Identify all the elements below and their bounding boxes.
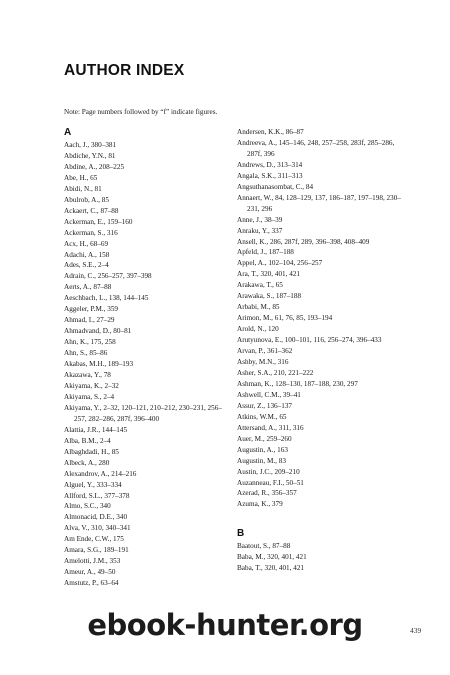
- index-entry: Aach, J., 380–381: [64, 141, 117, 149]
- index-entry: Andreeva, A., 145–146, 248, 257–258, 283f, 285–286, 287f, 396: [237, 138, 395, 158]
- index-entry: Albeck, A., 280: [64, 458, 110, 467]
- index-entry: Ahn, S., 85–86: [64, 349, 108, 358]
- index-entry: Ashby, M.N., 316: [237, 358, 289, 367]
- index-entry: Ackaert, C., 87–88: [64, 206, 119, 215]
- index-entry: Ades, S.E., 2–4: [64, 261, 109, 270]
- index-entry: Arawaka, S., 187–188: [237, 292, 302, 301]
- index-entry: Aggeler, P.M., 359: [64, 305, 119, 314]
- index-entry: Albaghdadi, H., 85: [64, 447, 119, 456]
- index-entry: Augustin, M., 83: [237, 456, 286, 465]
- index-entry: Azerad, R., 356–357: [237, 489, 297, 498]
- index-entry: Akabas, M.H., 189–193: [64, 360, 134, 369]
- index-entry: Almonacid, D.E., 340: [64, 513, 128, 522]
- index-entry: Abe, H., 65: [64, 173, 98, 182]
- index-entry: Acx, H., 68–69: [64, 239, 109, 248]
- index-entry: Arbabi, M., 85: [237, 303, 280, 312]
- index-entry: Abdiche, Y.N., 81: [64, 151, 116, 160]
- index-entry: Adachi, A., 158: [64, 250, 110, 259]
- index-entry: Akiyama, Y., 2–32, 120–121, 210–212, 230–231, 256–257, 282–286, 287f, 396–400: [64, 403, 222, 423]
- index-entry: Allford, S.L., 377–378: [64, 491, 130, 500]
- index-entry: Am Ende, C.W., 175: [64, 535, 124, 544]
- index-entry: Alguel, Y., 333–334: [64, 480, 122, 489]
- index-entry: Alexandrov, A., 214–216: [64, 469, 137, 478]
- entry-list-b: [237, 541, 403, 574]
- page-number: 439: [410, 626, 422, 635]
- index-entry: Adrain, C., 256–257, 397–398: [64, 272, 152, 281]
- watermark-logo: ebook-hunter.org: [87, 608, 363, 642]
- section-letter-a: A: [64, 127, 72, 138]
- index-entry: Asher, S.A., 210, 221–222: [237, 368, 314, 377]
- index-entry: Angsuthanasombat, C., 84: [237, 182, 314, 191]
- entry-list-right: [237, 127, 403, 510]
- index-entry: Azuma, K., 379: [237, 500, 283, 509]
- index-entry: Austin, J.C., 209–210: [237, 467, 300, 476]
- section-letter-b: B: [237, 528, 245, 540]
- index-entry: Assur, Z., 136–137: [237, 401, 293, 410]
- index-entry: Akiyama, K., 2–32: [64, 381, 119, 390]
- index-entry: Ahn, K., 175, 258: [64, 338, 116, 347]
- index-entry: Anraku, Y., 337: [237, 226, 283, 235]
- index-entry: Ansell, K., 286, 287f, 289, 396–398, 408–409: [237, 237, 370, 246]
- index-entry: Abdine, A., 208–225: [64, 162, 125, 171]
- index-entry: Amara, S.G., 189–191: [64, 546, 129, 555]
- index-entry: Arold, N., 120: [237, 325, 279, 334]
- index-entry: Andersen, K.K., 86–87: [237, 128, 304, 136]
- index-entry: Ashman, K., 128–130, 187–188, 230, 297: [237, 379, 358, 388]
- index-entry: Aerts, A., 87–88: [64, 283, 112, 292]
- index-entry: Akazawa, Y., 78: [64, 371, 111, 380]
- index-entry: Attersand, A., 311, 316: [237, 423, 304, 432]
- index-entry: Apfeld, J., 187–188: [237, 248, 294, 257]
- index-entry: Baba, T., 320, 401, 421: [237, 564, 305, 573]
- index-entry: Aeschbach, L., 138, 144–145: [64, 294, 149, 303]
- index-entry: Abidi, N., 81: [64, 184, 102, 193]
- index-entry: Akiyama, S., 2–4: [64, 392, 115, 401]
- index-entry: Ameur, A., 49–50: [64, 568, 116, 577]
- index-column-right: [237, 127, 403, 574]
- index-entry: Ashwell, C.M., 39–41: [237, 390, 301, 399]
- index-entry: Auer, M., 259–260: [237, 434, 292, 443]
- index-entry: Alva, V., 310, 340–341: [64, 524, 131, 533]
- index-entry: Anne, J., 38–39: [237, 215, 283, 224]
- index-entry: Amelotti, J.M., 353: [64, 557, 121, 566]
- index-entry: Auzanneau, F.I., 50–51: [237, 478, 304, 487]
- index-entry: Appel, A., 102–104, 256–257: [237, 259, 323, 268]
- index-entry: Arimon, M., 61, 76, 85, 193–194: [237, 314, 333, 323]
- index-entry: Almo, S.C., 340: [64, 502, 111, 511]
- index-entry: Ackerman, S., 316: [64, 228, 118, 237]
- index-entry: Abulrob, A., 85: [64, 195, 109, 204]
- index-column-left: [64, 127, 230, 589]
- index-entry: Andrews, D., 313–314: [237, 160, 303, 169]
- index-entry: Annaert, W., 84, 128–129, 137, 186–187, 197–198, 230–231, 296: [237, 193, 401, 213]
- index-note: Note: Page numbers followed by “f” indicate figures.: [64, 108, 218, 116]
- index-entry: Ara, T., 320, 401, 421: [237, 270, 301, 279]
- index-entry: Ahmad, I., 27–29: [64, 316, 115, 325]
- index-entry: Amstutz, P., 63–64: [64, 579, 119, 588]
- index-entry: Ackerman, E., 159–160: [64, 217, 133, 226]
- index-entry: Alba, B.M., 2–4: [64, 436, 111, 445]
- index-entry: Angala, S.K., 311–313: [237, 171, 303, 180]
- entry-list-left: [64, 140, 230, 589]
- index-entry: Atkins, W.M., 65: [237, 412, 287, 421]
- index-entry: Baatout, S., 87–88: [237, 542, 291, 551]
- index-entry: Alattia, J.R., 144–145: [64, 425, 128, 434]
- index-entry: Ahmadvand, D., 80–81: [64, 327, 132, 336]
- page-title: AUTHOR INDEX: [64, 62, 185, 79]
- index-entry: Arakawa, T., 65: [237, 281, 283, 290]
- index-entry: Arvan, P., 361–362: [237, 347, 293, 356]
- index-entry: Arutyunova, E., 100–101, 116, 256–274, 396–433: [237, 336, 382, 345]
- index-entry: Augustin, A., 163: [237, 445, 288, 454]
- index-entry: Baba, M., 320, 401, 421: [237, 553, 307, 562]
